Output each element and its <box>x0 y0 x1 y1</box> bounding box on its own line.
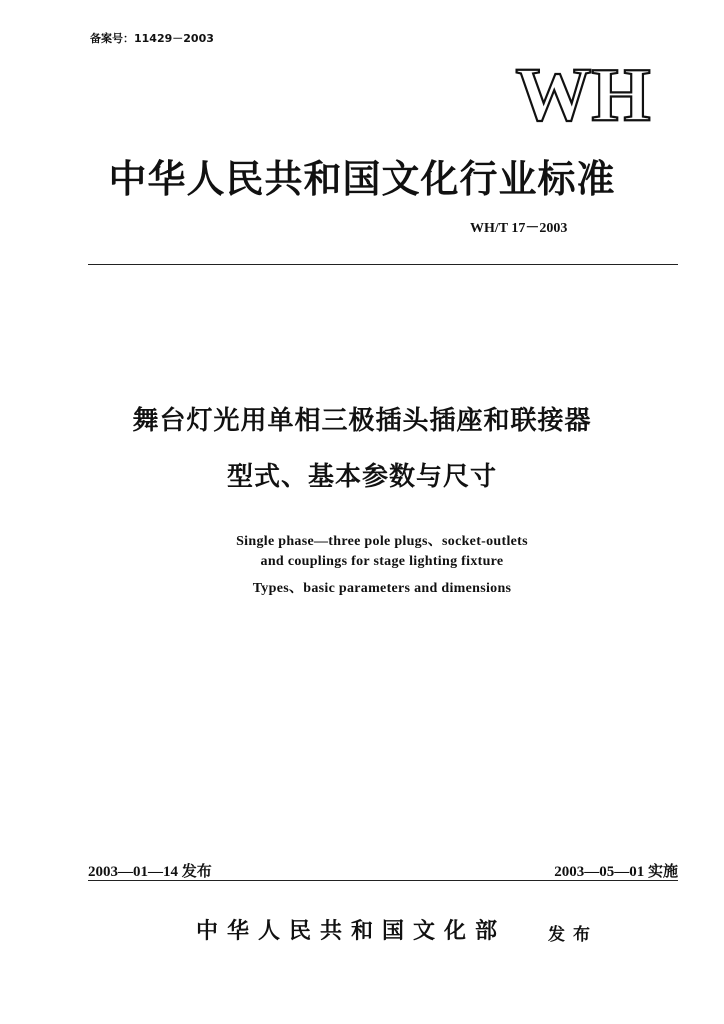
implementation-date: 2003—05—01 实施 <box>554 864 678 880</box>
wh-logo <box>508 58 658 128</box>
publish-label: 发布 <box>548 925 598 945</box>
standard-code: WH/T 17－2003 <box>470 221 568 236</box>
top-divider <box>88 264 678 265</box>
en-title-line1: Single phase—three pole plugs、socket-outlets <box>236 534 528 549</box>
en-title-line3: Types、basic parameters and dimensions <box>252 581 512 596</box>
record-number: 备案号：11429－2003 <box>90 32 214 45</box>
bottom-divider <box>88 880 678 881</box>
en-title-line2: and couplings for stage lighting fixture <box>260 554 504 569</box>
zh-title-line2: 型式、基本参数与尺寸 <box>226 462 497 492</box>
wh-logo-text: WH <box>515 58 651 128</box>
publisher-name: 中华人民共和国文化部 <box>196 919 507 944</box>
issue-date: 2003—01—14 发布 <box>88 864 212 880</box>
org-title: 中华人民共和国文化行业标准 <box>108 156 616 201</box>
zh-title-line1: 舞台灯光用单相三极插头插座和联接器 <box>132 406 592 436</box>
